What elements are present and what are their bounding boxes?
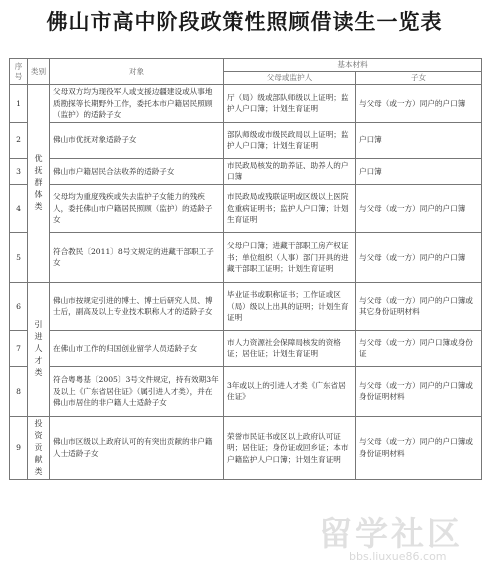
parent-materials-cell: 市人力资源社会保障局核发的资格证；居住证；计划生育证明	[224, 330, 356, 366]
object-cell: 佛山市按规定引进的博士、博士后研究人员、博士后，副高及以上专业技术职称人才的适龄子女	[50, 282, 224, 330]
child-materials-cell: 与父母（或一方）同户的户口簿或其它身份证明材料	[356, 282, 482, 330]
object-cell: 佛山市优抚对象适龄子女	[50, 122, 224, 158]
parent-materials-cell: 毕业证书或职称证书；工作证或区（局）级以上出具的证明；计划生育证明	[224, 282, 356, 330]
header-child: 子女	[356, 72, 482, 85]
category-cell: 投 资 贡 献 类	[28, 416, 50, 479]
child-materials-cell: 与父母（或一方）同户的户口簿或身份证明材料	[356, 366, 482, 416]
header-seq: 序号	[10, 59, 28, 85]
child-materials-cell: 户口簿	[356, 158, 482, 184]
category-cell: 引 进 人 才 类	[28, 282, 50, 416]
page-title: 佛山市高中阶段政策性照顾借读生一览表	[46, 9, 443, 34]
row-number: 6	[10, 282, 28, 330]
row-number: 4	[10, 184, 28, 232]
table-row	[10, 330, 482, 366]
table-row	[10, 184, 482, 232]
row-number: 2	[10, 122, 28, 158]
table-row	[10, 122, 482, 158]
row-number: 5	[10, 232, 28, 282]
parent-materials-cell: 厅（局）级或部队师级以上证明；监护人户口簿；计划生育证明	[224, 85, 356, 123]
object-cell: 符合教民〔2011〕8号文规定的进藏干部职工子女	[50, 232, 224, 282]
parent-materials-cell: 市民政局或残联证明或区级以上医院危重病证明书；监护人户口簿；计划生育证明	[224, 184, 356, 232]
child-materials-cell: 与父母（或一方）同户的户口簿	[356, 232, 482, 282]
header-object: 对象	[50, 59, 224, 85]
row-number: 7	[10, 330, 28, 366]
object-cell: 父母双方均为现役军人或支援边疆建设或从事地质勘探等长期野外工作，委托本市户籍居民照顾（监护）的适龄子女	[50, 85, 224, 123]
object-cell: 佛山市户籍居民合法收养的适龄子女	[50, 158, 224, 184]
child-materials-cell: 与父母（或一方）同户的户口簿	[356, 85, 482, 123]
object-cell: 佛山市区级以上政府认可的有突出贡献的非户籍人士适龄子女	[50, 416, 224, 479]
parent-materials-cell: 部队师级或市级民政局以上证明；监护人户口簿；计划生育证明	[224, 122, 356, 158]
site-watermark	[305, 508, 477, 568]
child-materials-cell: 户口簿	[356, 122, 482, 158]
table-row	[10, 85, 482, 123]
row-number: 3	[10, 158, 28, 184]
watermark-url: bbs.liuxue86.com	[349, 550, 447, 563]
header-parents: 父母或监护人	[224, 72, 356, 85]
row-number: 9	[10, 416, 28, 479]
header-materials: 基本材料	[224, 59, 482, 72]
child-materials-cell: 与父母（或一方）同户口簿或身份证	[356, 330, 482, 366]
object-cell: 符合粤粤基〔2005〕3号文件规定，持有效期3年及以上《广东省居住证》（属引进人才类），并在佛山市居住的非户籍人士适龄子女	[50, 366, 224, 416]
header-category: 类别	[28, 59, 50, 85]
category-cell: 优 抚 群 体 类	[28, 85, 50, 283]
table-row	[10, 232, 482, 282]
row-number: 8	[10, 366, 28, 416]
row-number: 1	[10, 85, 28, 123]
parent-materials-cell: 父母户口簿；进藏干部职工房产权证书；单位组织（人事）部门开具的进藏干部职工证明；计划生育证明	[224, 232, 356, 282]
table-row	[10, 416, 482, 479]
watermark-logo-text: 留学社区	[319, 514, 463, 553]
policy-table	[9, 58, 482, 480]
child-materials-cell: 与父母（或一方）同户的户口簿或身份证明材料	[356, 416, 482, 479]
object-cell: 父母均为重度残疾或失去监护子女能力的残疾人，委托佛山市户籍居民照顾（监护）的适龄子女	[50, 184, 224, 232]
parent-materials-cell: 荣誉市民证书或区以上政府认可证明；居住证；身份证或回乡证；本市户籍监护人户口簿；计划生育证明	[224, 416, 356, 479]
table-row	[10, 366, 482, 416]
table-row	[10, 282, 482, 330]
table-row	[10, 158, 482, 184]
parent-materials-cell: 3年或以上的引进人才类《广东省居住证》	[224, 366, 356, 416]
parent-materials-cell: 市民政局核发的助养证、助养人的户口簿	[224, 158, 356, 184]
child-materials-cell: 与父母（或一方）同户的户口簿	[356, 184, 482, 232]
object-cell: 在佛山市工作的归国创业留学人员适龄子女	[50, 330, 224, 366]
